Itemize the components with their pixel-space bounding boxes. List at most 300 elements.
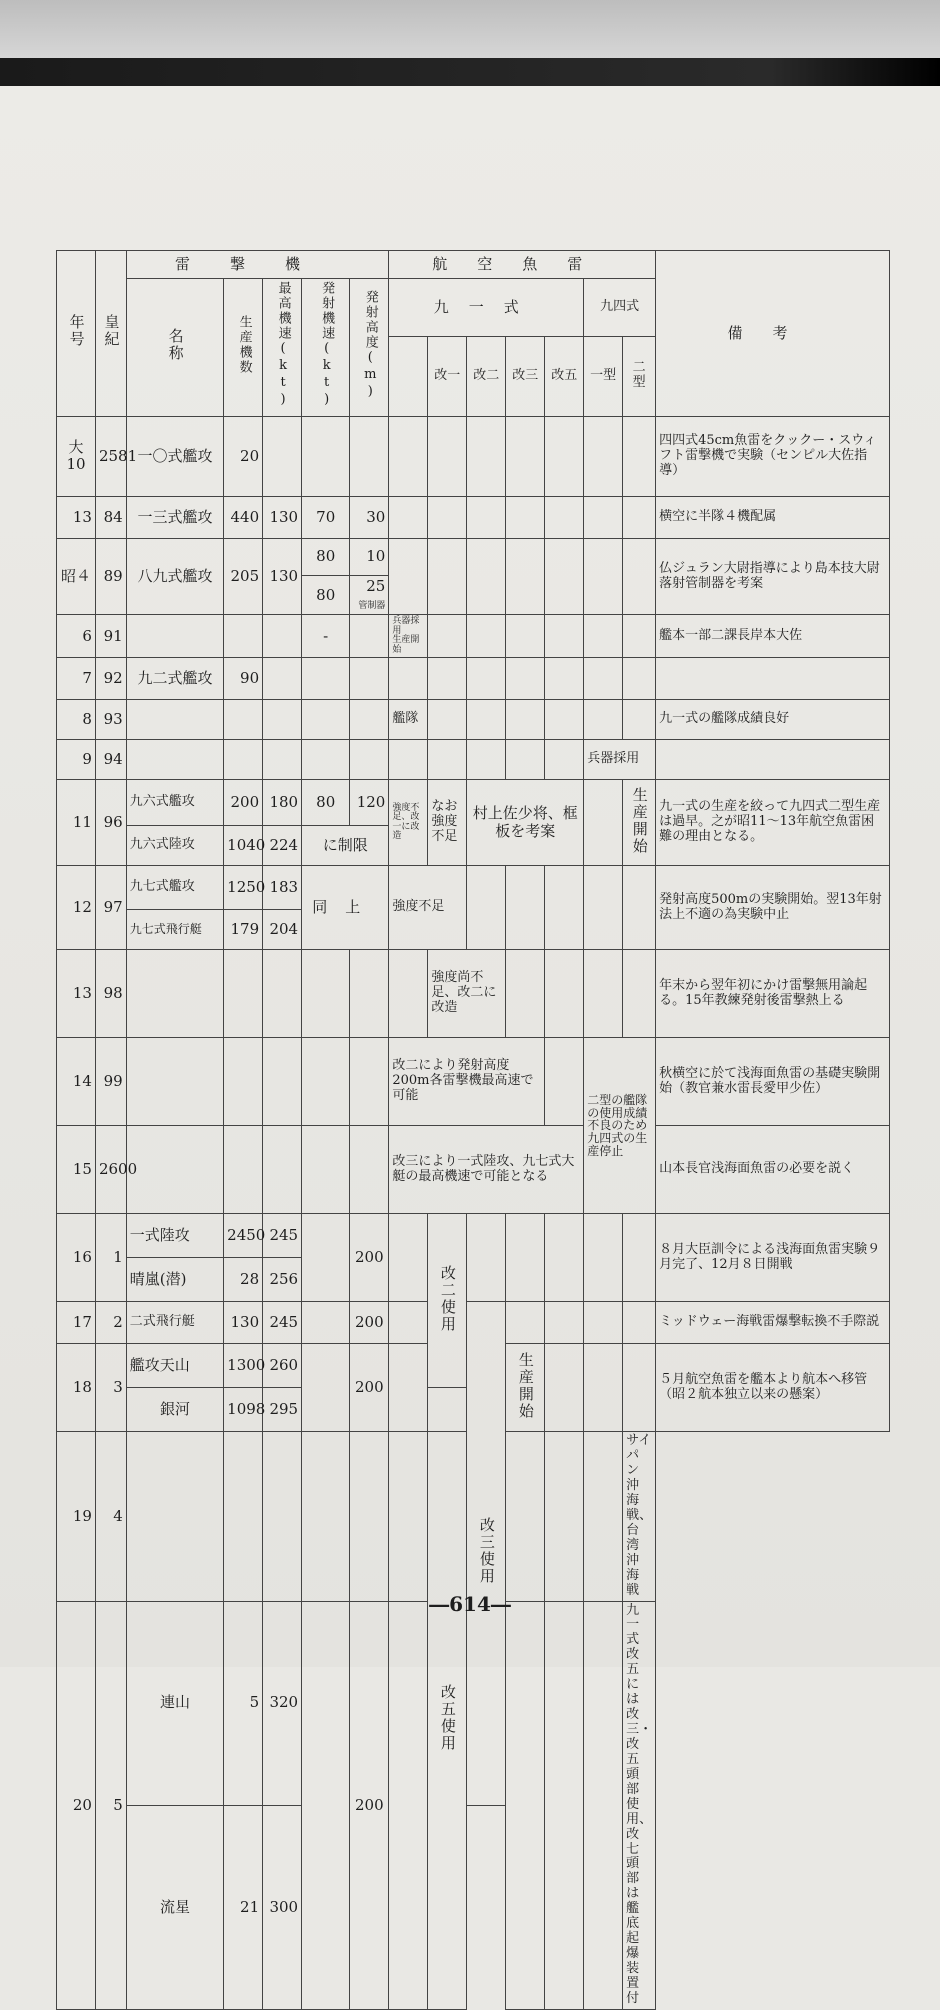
empty-cell <box>467 658 506 700</box>
cell-text: 皇紀 <box>102 314 121 349</box>
header-relspd <box>302 279 350 417</box>
empty-cell <box>350 575 389 615</box>
table-cell: 6 <box>57 615 96 658</box>
empty-cell <box>545 416 584 496</box>
empty-cell <box>428 538 467 615</box>
kai5-use-arrow <box>428 1432 467 2010</box>
table-row <box>57 1038 890 1126</box>
empty-cell <box>506 740 545 780</box>
table-cell: 90 <box>224 658 263 700</box>
table-cell: 同上 <box>302 866 389 950</box>
empty-cell <box>506 496 545 538</box>
table-cell: 130 <box>224 1302 263 1344</box>
table-cell: 130 <box>263 538 302 615</box>
cell-text: 25 <box>366 576 386 595</box>
table-cell: 80 <box>302 538 350 575</box>
table-row <box>57 740 890 780</box>
remark: 仏ジュラン大尉指導により島本技大尉落射管制器を考案 <box>656 538 890 615</box>
empty-cell <box>467 615 506 658</box>
remark: 年末から翌年初にかけ雷撃無用論起る。15年教練発射後雷撃熱上る <box>656 950 890 1038</box>
table-cell: 256 <box>263 1258 302 1302</box>
remark: サイパン沖海戦、台湾沖海戦 <box>623 1432 656 1601</box>
empty-cell <box>545 658 584 700</box>
table-cell: 224 <box>263 826 302 866</box>
cell-text: 生産機数 <box>236 315 252 375</box>
empty-cell <box>428 416 467 496</box>
remark: 発射高度500mの実験開始。翌13年射法上不適の為実験中止 <box>656 866 890 950</box>
empty-cell <box>126 1126 223 1214</box>
table-cell: 245 <box>263 1214 302 1258</box>
empty-cell <box>428 615 467 658</box>
remark: 秋横空に於て浅海面魚雷の基礎実験開始（教官兼水雷長愛甲少佐） <box>656 1038 890 1126</box>
table-cell: 2450 <box>224 1214 263 1258</box>
header-kai1: 改一 <box>428 336 467 416</box>
empty-cell <box>467 740 506 780</box>
table-row <box>57 416 890 496</box>
table-cell: 2 <box>95 1302 126 1344</box>
table-cell: 440 <box>224 496 263 538</box>
empty-cell <box>623 866 656 950</box>
empty-cell <box>584 780 623 866</box>
empty-cell <box>467 496 506 538</box>
empty-cell <box>467 416 506 496</box>
header-row <box>57 251 890 279</box>
table-cell: 200 <box>350 1214 389 1302</box>
remark: ８月大臣訓令による浅海面魚雷実験９月完了、12月８日開戦 <box>656 1214 890 1302</box>
empty-cell <box>584 1344 623 1432</box>
header-kai2: 改二 <box>467 336 506 416</box>
cell-text: 生産開始 <box>392 635 420 655</box>
empty-cell <box>224 615 263 658</box>
empty-cell <box>506 416 545 496</box>
table-row <box>57 615 890 658</box>
empty-cell <box>302 416 350 496</box>
remark: 山本長官浅海面魚雷の必要を説く <box>656 1126 890 1214</box>
table-cell: 30 <box>350 496 389 538</box>
empty-cell <box>623 1214 656 1302</box>
table-cell: 5 <box>95 1601 126 2009</box>
empty-cell <box>263 740 302 780</box>
empty-cell <box>584 615 623 658</box>
empty-cell <box>506 1601 545 2009</box>
table-cell: 205 <box>224 538 263 615</box>
remark: ミッドウェー海戦雷爆撃転換不手際説 <box>656 1302 890 1344</box>
table-cell: 8 <box>57 700 96 740</box>
table-cell: 89 <box>95 538 126 615</box>
table-cell: 179 <box>224 910 263 950</box>
table-row <box>57 1302 890 1344</box>
table-cell: 大10 <box>57 416 96 496</box>
table-cell: 180 <box>263 780 302 826</box>
empty-cell <box>506 700 545 740</box>
empty-cell <box>224 950 263 1038</box>
table-cell: 14 <box>57 1038 96 1126</box>
empty-cell <box>506 1344 545 1432</box>
table-cell: 20 <box>224 416 263 496</box>
kai2-use-arrow <box>428 1214 467 1388</box>
empty-cell <box>545 1344 584 1432</box>
table-cell: 7 <box>57 658 96 700</box>
empty-cell <box>428 658 467 700</box>
empty-cell <box>584 538 623 615</box>
remark: 九一式改五には改三・改五頭部使用、改七頭部は艦底起爆装置付 <box>623 1601 656 2009</box>
header-year <box>57 251 96 417</box>
header-kai3: 改三 <box>506 336 545 416</box>
empty-cell <box>350 950 389 1038</box>
empty-cell <box>584 1214 623 1302</box>
empty-cell <box>389 1344 428 1432</box>
empty-cell <box>623 658 656 700</box>
empty-cell <box>545 1432 584 1601</box>
table-cell: 一〇式艦攻 <box>126 416 223 496</box>
empty-cell <box>224 1126 263 1214</box>
header-prod <box>224 279 263 417</box>
table-cell: なお強度不足 <box>428 780 467 866</box>
empty-cell <box>623 538 656 615</box>
empty-cell <box>263 700 302 740</box>
empty-cell <box>428 740 467 780</box>
table-cell: 97 <box>95 866 126 950</box>
remark: 九一式の艦隊成績良好 <box>656 700 890 740</box>
table-cell: 12 <box>57 866 96 950</box>
empty-cell <box>506 615 545 658</box>
empty-cell <box>623 780 656 866</box>
empty-cell <box>126 740 223 780</box>
empty-cell <box>302 1126 350 1214</box>
empty-cell <box>126 615 223 658</box>
table-cell: 28 <box>224 1258 263 1302</box>
cell-text: 改五使用 <box>438 1684 457 1753</box>
table-cell: 13 <box>57 496 96 538</box>
empty-cell <box>545 700 584 740</box>
table-cell: 艦攻天山 <box>126 1344 223 1388</box>
empty-cell <box>302 1302 350 1344</box>
empty-cell <box>545 1214 584 1302</box>
table-cell: 村上佐少将、框板を考案 <box>467 780 584 866</box>
table-cell: 183 <box>263 866 302 910</box>
table-cell: 1250 <box>224 866 263 910</box>
empty-cell <box>467 1214 506 1302</box>
table-cell: 200 <box>224 780 263 826</box>
table-cell: 80 <box>302 780 350 826</box>
header-m2: 二型 <box>623 336 656 416</box>
table-row <box>57 866 890 910</box>
table-cell: 2600 <box>95 1126 126 1214</box>
empty-cell <box>545 866 584 950</box>
table-cell: 200 <box>350 1601 389 2009</box>
empty-cell <box>545 1038 584 1126</box>
table-cell: 二式飛行艇 <box>126 1302 223 1344</box>
empty-cell <box>545 740 584 780</box>
header-remarks: 備考 <box>656 251 890 417</box>
page-top-shadow <box>0 0 940 58</box>
empty-cell <box>350 658 389 700</box>
table-cell: 13 <box>57 950 96 1038</box>
cell-text: 生産開始 <box>516 1351 535 1420</box>
cell-text: 改三使用 <box>477 1517 496 1586</box>
empty-cell <box>584 950 623 1038</box>
empty-cell <box>584 700 623 740</box>
table-cell: 84 <box>95 496 126 538</box>
empty-cell <box>126 950 223 1038</box>
empty-cell <box>263 1432 302 1601</box>
remark: 四四式45cm魚雷をクックー・スウィフト雷撃機で実験（センピル大佐指導） <box>656 416 890 496</box>
table-cell: 80 <box>302 575 350 615</box>
table-cell: 一三式艦攻 <box>126 496 223 538</box>
table-cell: 120 <box>350 780 389 826</box>
empty-cell <box>623 416 656 496</box>
remark: ５月航空魚雷を艦本より航本へ移管（昭２航本独立以来の懸案） <box>656 1344 890 1432</box>
empty-cell <box>224 1038 263 1126</box>
empty-cell <box>545 1601 584 2009</box>
torpedo-history-table <box>56 250 890 2010</box>
remark: 九一式の生産を絞って九四式二型生産は過早。之が昭11～13年航空魚雷困難の理由となる。 <box>656 780 890 866</box>
empty-cell <box>350 1038 389 1126</box>
empty-cell <box>302 1344 350 1432</box>
empty-cell <box>263 1038 302 1126</box>
remark: 艦本一部二課長岸本大佐 <box>656 615 890 658</box>
cell-text: 生産開始 <box>630 786 649 855</box>
table-cell: 96 <box>95 780 126 866</box>
table-row <box>57 780 890 826</box>
cell-text: 兵器採用 <box>392 616 420 636</box>
table-cell: 改二により発射高度200m各雷撃機最高速で可能 <box>389 1038 545 1126</box>
table-cell: 九七式飛行艇 <box>126 910 223 950</box>
empty-cell <box>656 658 890 700</box>
empty-cell <box>350 1432 389 1601</box>
empty-cell <box>389 740 428 780</box>
empty-cell <box>302 1038 350 1126</box>
empty-cell <box>389 658 428 700</box>
table-cell: 70 <box>302 496 350 538</box>
empty-cell <box>302 1432 350 1601</box>
empty-cell <box>389 615 428 658</box>
empty-cell <box>584 416 623 496</box>
page-number: ―614― <box>429 1592 511 1616</box>
table-cell: 艦隊 <box>389 700 428 740</box>
table-cell: 93 <box>95 700 126 740</box>
empty-cell <box>263 658 302 700</box>
cell-text: 年号 <box>67 314 86 349</box>
header-kai5: 改五 <box>545 336 584 416</box>
header-bomber: 雷撃機 <box>126 251 389 279</box>
table-cell: 98 <box>95 950 126 1038</box>
empty-cell <box>584 658 623 700</box>
table-cell: 9 <box>57 740 96 780</box>
table-cell: 94 <box>95 740 126 780</box>
table-cell: 3 <box>95 1344 126 1432</box>
empty-cell <box>302 740 350 780</box>
table-cell: 2581 <box>95 416 126 496</box>
binding-edge <box>0 58 940 86</box>
header-blank <box>389 336 428 416</box>
table-row <box>57 1805 890 2009</box>
header-type91: 九一式 <box>389 279 584 337</box>
table-cell: 強度不足 <box>389 866 467 950</box>
table-cell: 200 <box>350 1344 389 1432</box>
header-torpedo: 航空魚雷 <box>389 251 656 279</box>
empty-cell <box>623 1344 656 1432</box>
empty-cell <box>584 1302 623 1344</box>
table-cell: 1300 <box>224 1344 263 1388</box>
empty-cell <box>224 1432 263 1601</box>
empty-cell <box>506 866 545 950</box>
empty-cell <box>126 1432 223 1601</box>
empty-cell <box>389 1601 428 2009</box>
empty-cell <box>428 496 467 538</box>
empty-cell <box>545 538 584 615</box>
empty-cell <box>126 1038 223 1126</box>
empty-cell <box>467 700 506 740</box>
empty-cell <box>302 1601 350 2009</box>
table-cell: 15 <box>57 1126 96 1214</box>
table-cell: 流星 <box>126 1805 223 2009</box>
header-maxspd <box>263 279 302 417</box>
table-cell: 20 <box>57 1601 96 2009</box>
table-cell: 強度尚不足、改二に改造 <box>428 950 506 1038</box>
table-cell: 二型の艦隊の使用成績不良のため九四式の生産停止 <box>584 1038 656 1214</box>
empty-cell <box>389 416 428 496</box>
empty-cell <box>623 496 656 538</box>
empty-cell <box>302 700 350 740</box>
header-name <box>126 279 223 417</box>
table-cell: 4 <box>95 1432 126 1601</box>
empty-cell <box>302 658 350 700</box>
empty-cell <box>224 740 263 780</box>
table-cell: 92 <box>95 658 126 700</box>
table-cell: 200 <box>350 1302 389 1344</box>
empty-cell <box>506 1432 545 1601</box>
empty-cell <box>263 416 302 496</box>
table-cell: 銀河 <box>126 1388 223 1432</box>
empty-cell <box>302 1214 350 1302</box>
empty-cell <box>656 740 890 780</box>
empty-cell <box>584 866 623 950</box>
empty-cell <box>545 496 584 538</box>
cell-text: 改二使用 <box>438 1264 457 1333</box>
remark: 横空に半隊４機配属 <box>656 496 890 538</box>
table-row <box>57 1214 890 1258</box>
empty-cell <box>350 416 389 496</box>
cell-text: 発射高度(m) <box>362 289 378 401</box>
empty-cell <box>545 950 584 1038</box>
table-cell: 245 <box>263 1302 302 1344</box>
table-cell: 一式陸攻 <box>126 1214 223 1258</box>
empty-cell <box>126 700 223 740</box>
table-cell: 17 <box>57 1302 96 1344</box>
empty-cell <box>623 1302 656 1344</box>
empty-cell <box>350 615 389 658</box>
table-cell: 1 <box>95 1214 126 1302</box>
header-m1: 一型 <box>584 336 623 416</box>
table-cell: 5 <box>224 1601 263 1805</box>
table-cell: 320 <box>263 1601 302 1805</box>
cell-text: 管制器 <box>358 601 386 612</box>
table-row <box>57 538 890 575</box>
table-cell: 連山 <box>126 1601 223 1805</box>
table-cell: 改三により一式陸攻、九七式大艇の最高機速で可能となる <box>389 1126 584 1214</box>
table-cell: 204 <box>263 910 302 950</box>
empty-cell <box>545 1302 584 1344</box>
table-cell: 九六式艦攻 <box>126 780 223 826</box>
empty-cell <box>467 866 506 950</box>
empty-cell <box>263 615 302 658</box>
table-cell: 295 <box>263 1388 302 1432</box>
table-cell: に制限 <box>302 826 389 866</box>
empty-cell <box>584 1601 623 2009</box>
empty-cell <box>506 538 545 615</box>
empty-cell <box>623 700 656 740</box>
empty-cell <box>263 950 302 1038</box>
table-row <box>57 658 890 700</box>
table-cell: 10 <box>350 538 389 575</box>
empty-cell <box>428 700 467 740</box>
table-cell: 昭４ <box>57 538 96 615</box>
empty-cell <box>350 1126 389 1214</box>
table-cell: 21 <box>224 1805 263 2009</box>
empty-cell <box>302 950 350 1038</box>
table-cell: 強度不足、改一に改造 <box>389 780 428 866</box>
header-relalt <box>350 279 389 417</box>
empty-cell <box>545 615 584 658</box>
table-cell: 91 <box>95 615 126 658</box>
table-cell: 16 <box>57 1214 96 1302</box>
empty-cell <box>389 950 428 1038</box>
table-cell: 99 <box>95 1038 126 1126</box>
empty-cell <box>350 740 389 780</box>
empty-cell <box>389 538 428 615</box>
table-cell: 1040 <box>224 826 263 866</box>
table-cell: 九六式陸攻 <box>126 826 223 866</box>
empty-cell <box>584 1432 623 1601</box>
table-cell: 18 <box>57 1344 96 1432</box>
empty-cell <box>506 1214 545 1302</box>
table-cell: 八九式艦攻 <box>126 538 223 615</box>
table-cell: 19 <box>57 1432 96 1601</box>
table-cell: 300 <box>263 1805 302 2009</box>
header-type94: 九四式 <box>584 279 656 337</box>
empty-cell <box>584 496 623 538</box>
table-row <box>57 496 890 538</box>
table-row <box>57 950 890 1038</box>
table-cell: 1098 <box>224 1388 263 1432</box>
cell-text: 最高機速(kt) <box>275 281 291 409</box>
empty-cell <box>389 1214 428 1302</box>
table-cell: 11 <box>57 780 96 866</box>
header-koki <box>95 251 126 417</box>
cell-text: 名称 <box>166 328 185 363</box>
empty-cell <box>506 950 545 1038</box>
table-row <box>57 700 890 740</box>
empty-cell <box>389 1432 428 1601</box>
empty-cell <box>467 538 506 615</box>
kai3-use-arrow <box>467 1302 506 1805</box>
empty-cell <box>350 700 389 740</box>
table-cell: 九二式艦攻 <box>126 658 223 700</box>
empty-cell <box>506 1302 545 1344</box>
empty-cell <box>263 1126 302 1214</box>
cell-text: 発射機速(kt) <box>319 281 335 409</box>
table-cell: 九七式艦攻 <box>126 866 223 910</box>
empty-cell <box>224 700 263 740</box>
table-cell: - <box>302 615 350 658</box>
empty-cell <box>623 950 656 1038</box>
table-cell: 兵器採用 <box>584 740 656 780</box>
table-cell: 晴嵐(潜) <box>126 1258 223 1302</box>
empty-cell <box>623 615 656 658</box>
table-cell: 130 <box>263 496 302 538</box>
table-row <box>57 1126 890 1214</box>
